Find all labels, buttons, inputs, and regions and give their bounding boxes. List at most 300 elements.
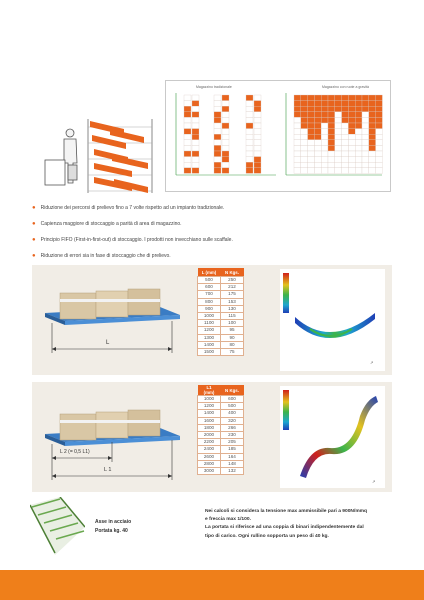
grid-cell bbox=[314, 129, 321, 135]
cell-length: 1300 bbox=[198, 334, 221, 341]
grid-cell bbox=[362, 129, 369, 135]
cell-length: 1800 bbox=[198, 424, 221, 431]
grid-cell bbox=[192, 134, 199, 140]
table-row bbox=[198, 417, 244, 424]
table-row bbox=[198, 439, 244, 446]
grid-cell bbox=[301, 145, 308, 151]
table-row bbox=[198, 410, 244, 417]
grid-cell bbox=[362, 106, 369, 112]
cell-length: 1100 bbox=[198, 320, 221, 327]
grid-cell bbox=[348, 123, 355, 129]
grid-cell bbox=[184, 134, 191, 140]
grid-cell bbox=[376, 145, 383, 151]
grid-cell bbox=[369, 129, 376, 135]
grid-cell bbox=[342, 95, 349, 101]
grid-cell bbox=[294, 151, 301, 157]
grid-cell bbox=[222, 129, 229, 135]
cell-load: 95 bbox=[221, 327, 244, 334]
grid-cell bbox=[328, 95, 335, 101]
grid-cell bbox=[254, 162, 261, 168]
cell-length: 1200 bbox=[198, 403, 221, 410]
grid-cell bbox=[376, 168, 383, 174]
grid-cell bbox=[314, 106, 321, 112]
grid-cell bbox=[369, 151, 376, 157]
grid-cell bbox=[222, 157, 229, 163]
grid-cell bbox=[335, 157, 342, 163]
calculation-note bbox=[205, 508, 400, 541]
dim-label-l2: L 2 (= 0,5 L1) bbox=[60, 449, 90, 455]
grid-cell bbox=[348, 112, 355, 118]
roller-caption-material: Asse in acciaio bbox=[95, 519, 132, 525]
grid-cell bbox=[301, 134, 308, 140]
grid-cell bbox=[294, 101, 301, 107]
grid-cell bbox=[308, 95, 315, 101]
grid-cell bbox=[246, 95, 253, 101]
grid-cell bbox=[214, 157, 221, 163]
grid-cell bbox=[301, 101, 308, 107]
grid-cell bbox=[184, 112, 191, 118]
shelving-rack bbox=[88, 119, 152, 193]
grid-cell bbox=[362, 168, 369, 174]
grid-cell bbox=[192, 145, 199, 151]
grid-cell bbox=[328, 101, 335, 107]
grid-cell bbox=[321, 101, 328, 107]
cell-load: 320 bbox=[221, 417, 244, 424]
dim-label-l1: L 1 bbox=[104, 467, 112, 473]
cell-load: 400 bbox=[221, 410, 244, 417]
grid-cell bbox=[254, 134, 261, 140]
grid-cell bbox=[222, 106, 229, 112]
grid-cell bbox=[301, 112, 308, 118]
load-table-1 bbox=[197, 268, 244, 356]
grid-cell bbox=[308, 157, 315, 163]
grid-cell bbox=[192, 140, 199, 146]
table-row bbox=[198, 396, 244, 403]
note-line: tipo di carico. Ogni rullino sopporta un peso di 40 kg. bbox=[205, 533, 329, 539]
svg-text:↗: ↗ bbox=[370, 360, 374, 365]
grid-cell bbox=[294, 106, 301, 112]
pallet-illustration-2 bbox=[40, 392, 190, 484]
grid-cell bbox=[369, 168, 376, 174]
grid-cell bbox=[214, 151, 221, 157]
grid-cell bbox=[328, 123, 335, 129]
grid-cell bbox=[308, 117, 315, 123]
grid-cell bbox=[246, 162, 253, 168]
grid-cell bbox=[369, 117, 376, 123]
grid-cell bbox=[348, 140, 355, 146]
grid-cell bbox=[321, 140, 328, 146]
table-row bbox=[198, 334, 244, 341]
grid-cell bbox=[254, 106, 261, 112]
grid-cell bbox=[321, 145, 328, 151]
cell-length: 1400 bbox=[198, 410, 221, 417]
grid-cell bbox=[321, 134, 328, 140]
grid-cell bbox=[321, 168, 328, 174]
grid-cell bbox=[214, 134, 221, 140]
grid-cell bbox=[376, 151, 383, 157]
grid-cell bbox=[314, 112, 321, 118]
grid-cell bbox=[376, 162, 383, 168]
grid-cell bbox=[214, 117, 221, 123]
cell-load: 148 bbox=[221, 460, 244, 467]
cell-length: 3000 bbox=[198, 467, 221, 474]
grid-cell bbox=[362, 112, 369, 118]
grid-cell bbox=[214, 129, 221, 135]
grid-cell bbox=[246, 123, 253, 129]
grid-cell bbox=[214, 145, 221, 151]
grid-cell bbox=[348, 117, 355, 123]
grid-cell bbox=[308, 151, 315, 157]
grid-cell bbox=[301, 151, 308, 157]
grid-cell bbox=[369, 95, 376, 101]
grid-cell bbox=[348, 168, 355, 174]
grid-cell bbox=[355, 157, 362, 163]
table-row bbox=[198, 341, 244, 348]
grid-cell bbox=[192, 112, 199, 118]
grid-cell bbox=[342, 117, 349, 123]
grid-cell bbox=[328, 129, 335, 135]
grid-cell bbox=[184, 162, 191, 168]
grid-cell bbox=[355, 145, 362, 151]
grid-cell bbox=[321, 95, 328, 101]
table1-header-length: L (mm) bbox=[198, 268, 221, 277]
grid-cell bbox=[335, 117, 342, 123]
cell-length: 500 bbox=[198, 277, 221, 284]
grid-cell bbox=[321, 106, 328, 112]
roller-caption bbox=[95, 518, 131, 536]
grid-cell bbox=[342, 134, 349, 140]
grid-cell bbox=[222, 95, 229, 101]
cell-load: 90 bbox=[221, 334, 244, 341]
table-row bbox=[198, 312, 244, 319]
grid-cell bbox=[314, 117, 321, 123]
grid-cell bbox=[254, 140, 261, 146]
roller-track-illustration bbox=[30, 497, 85, 555]
grid-cell bbox=[294, 157, 301, 163]
grid-cell bbox=[192, 101, 199, 107]
diagram-right-title: Magazzino con ruote a gravità bbox=[322, 85, 369, 89]
pallet-illustration-1 bbox=[40, 275, 190, 365]
grid-cell bbox=[348, 157, 355, 163]
dim-label-l: L bbox=[106, 340, 110, 346]
grid-cell bbox=[214, 101, 221, 107]
grid-cell bbox=[294, 117, 301, 123]
cell-load: 185 bbox=[221, 446, 244, 453]
grid-cell bbox=[376, 134, 383, 140]
grid-cell bbox=[254, 95, 261, 101]
cell-length: 2200 bbox=[198, 439, 221, 446]
table-row bbox=[198, 305, 244, 312]
grid-cell bbox=[355, 106, 362, 112]
grid-cell bbox=[301, 157, 308, 163]
grid-cell bbox=[328, 168, 335, 174]
grid-cell bbox=[355, 140, 362, 146]
grid-cell bbox=[246, 140, 253, 146]
grid-cell bbox=[362, 162, 369, 168]
grid-cell bbox=[294, 95, 301, 101]
grid-cell bbox=[246, 112, 253, 118]
grid-cell bbox=[342, 162, 349, 168]
roller-caption-capacity: Portata kg. 40 bbox=[95, 528, 128, 534]
grid-cell bbox=[348, 151, 355, 157]
grid-cell bbox=[314, 95, 321, 101]
grid-cell bbox=[301, 106, 308, 112]
grid-cell bbox=[294, 134, 301, 140]
grid-cell bbox=[254, 129, 261, 135]
grid-cell bbox=[376, 117, 383, 123]
grid-cell bbox=[301, 95, 308, 101]
grid-cell bbox=[335, 140, 342, 146]
grid-cell bbox=[294, 129, 301, 135]
grid-cell bbox=[222, 168, 229, 174]
grid-cell bbox=[246, 134, 253, 140]
table-row bbox=[198, 320, 244, 327]
grid-cell bbox=[348, 129, 355, 135]
grid-cell bbox=[335, 95, 342, 101]
cell-length: 800 bbox=[198, 298, 221, 305]
grid-cell bbox=[222, 112, 229, 118]
cell-load: 250 bbox=[221, 277, 244, 284]
grid-cell bbox=[246, 129, 253, 135]
cell-load: 500 bbox=[221, 403, 244, 410]
table-row bbox=[198, 327, 244, 334]
cell-load: 230 bbox=[221, 431, 244, 438]
grid-cell bbox=[246, 145, 253, 151]
grid-cell bbox=[184, 106, 191, 112]
grid-cell bbox=[246, 151, 253, 157]
worker-figure bbox=[64, 129, 77, 183]
grid-cell bbox=[369, 162, 376, 168]
grid-cell bbox=[376, 157, 383, 163]
grid-cell bbox=[355, 151, 362, 157]
cell-length: 700 bbox=[198, 291, 221, 298]
grid-cell bbox=[294, 140, 301, 146]
grid-cell bbox=[214, 123, 221, 129]
cell-load: 175 bbox=[221, 291, 244, 298]
grid-cell bbox=[294, 112, 301, 118]
table-row bbox=[198, 403, 244, 410]
grid-cell bbox=[222, 145, 229, 151]
grid-cell bbox=[314, 151, 321, 157]
grid-cell bbox=[246, 106, 253, 112]
grid-cell bbox=[328, 145, 335, 151]
cell-length: 1500 bbox=[198, 348, 221, 355]
grid-cell bbox=[214, 162, 221, 168]
cell-length: 1600 bbox=[198, 417, 221, 424]
table-row bbox=[198, 291, 244, 298]
grid-cell bbox=[362, 95, 369, 101]
grid-cell bbox=[308, 140, 315, 146]
grid-cell bbox=[321, 162, 328, 168]
cell-load: 164 bbox=[221, 453, 244, 460]
bullet-dot-icon: ● bbox=[32, 221, 36, 227]
grid-cell bbox=[184, 101, 191, 107]
grid-cell bbox=[342, 140, 349, 146]
grid-cell bbox=[369, 145, 376, 151]
grid-cell bbox=[348, 95, 355, 101]
grid-cell bbox=[369, 106, 376, 112]
fem-simulation-image-2 bbox=[280, 386, 385, 488]
grid-cell bbox=[342, 112, 349, 118]
table-row bbox=[198, 431, 244, 438]
grid-cell bbox=[308, 134, 315, 140]
grid-cell bbox=[362, 140, 369, 146]
grid-cell bbox=[308, 168, 315, 174]
cell-length: 2000 bbox=[198, 431, 221, 438]
table-row bbox=[198, 277, 244, 284]
grid-cell bbox=[321, 129, 328, 135]
grid-cell bbox=[362, 134, 369, 140]
cell-length: 1400 bbox=[198, 341, 221, 348]
grid-cell bbox=[192, 162, 199, 168]
grid-cell bbox=[184, 123, 191, 129]
grid-cell bbox=[342, 123, 349, 129]
grid-cell bbox=[184, 129, 191, 135]
diagram-left-title: Magazzino tradizionale bbox=[196, 85, 232, 89]
bullet-item: ● Riduzione dei percorsi di prelievo fino a 7 volte rispetto ad un impianto tradizionale. bbox=[32, 200, 402, 216]
grid-cell bbox=[335, 134, 342, 140]
cell-length: 600 bbox=[198, 284, 221, 291]
grid-cell bbox=[355, 168, 362, 174]
grid-cell bbox=[214, 106, 221, 112]
grid-cell bbox=[342, 145, 349, 151]
bullet-dot-icon: ● bbox=[32, 237, 36, 243]
cell-load: 115 bbox=[221, 312, 244, 319]
grid-cell bbox=[308, 145, 315, 151]
grid-cell bbox=[369, 157, 376, 163]
grid-cell bbox=[328, 157, 335, 163]
grid-cell bbox=[328, 106, 335, 112]
grid-cell bbox=[355, 129, 362, 135]
grid-cell bbox=[376, 112, 383, 118]
grid-cell bbox=[348, 145, 355, 151]
table-row bbox=[198, 453, 244, 460]
table2-header-length: L1 (mm) bbox=[198, 385, 221, 396]
grid-cell bbox=[254, 145, 261, 151]
grid-cell bbox=[314, 101, 321, 107]
box bbox=[45, 160, 65, 185]
cell-load: 153 bbox=[221, 298, 244, 305]
table-row bbox=[198, 446, 244, 453]
grid-cell bbox=[376, 101, 383, 107]
grid-cell bbox=[335, 112, 342, 118]
table-row bbox=[198, 348, 244, 355]
grid-cell bbox=[254, 123, 261, 129]
grid-cell bbox=[301, 117, 308, 123]
grid-cell bbox=[308, 123, 315, 129]
grid-cell bbox=[314, 140, 321, 146]
grid-cell bbox=[376, 123, 383, 129]
grid-cell bbox=[308, 162, 315, 168]
bullet-item: ● Capienza maggiore di stoccaggio a parità di area di magazzino. bbox=[32, 216, 402, 232]
grid-cell bbox=[376, 129, 383, 135]
grid-cell bbox=[348, 106, 355, 112]
grid-cell bbox=[348, 162, 355, 168]
grid-cell bbox=[362, 117, 369, 123]
grid-cell bbox=[362, 151, 369, 157]
cell-length: 900 bbox=[198, 305, 221, 312]
grid-cell bbox=[376, 106, 383, 112]
grid-cell bbox=[342, 151, 349, 157]
grid-cell bbox=[246, 117, 253, 123]
grid-cell bbox=[192, 95, 199, 101]
note-line: e freccia max 1/100. bbox=[205, 517, 251, 523]
grid-cell bbox=[376, 140, 383, 146]
grid-cell bbox=[254, 157, 261, 163]
table-row bbox=[198, 460, 244, 467]
grid-cell bbox=[328, 151, 335, 157]
grid-cell bbox=[246, 157, 253, 163]
grid-cell bbox=[321, 123, 328, 129]
grid-cell bbox=[362, 123, 369, 129]
grid-cell bbox=[254, 117, 261, 123]
load-table-2 bbox=[197, 385, 244, 475]
cell-length: 1200 bbox=[198, 327, 221, 334]
grid-cell bbox=[214, 95, 221, 101]
grid-cell bbox=[321, 151, 328, 157]
orange-footer-band bbox=[0, 570, 424, 600]
grid-cell bbox=[335, 129, 342, 135]
grid-cell bbox=[369, 101, 376, 107]
grid-cell bbox=[192, 151, 199, 157]
grid-cell bbox=[369, 123, 376, 129]
grid-cell bbox=[294, 145, 301, 151]
grid-cell bbox=[214, 168, 221, 174]
cell-load: 130 bbox=[221, 305, 244, 312]
grid-cell bbox=[192, 117, 199, 123]
grid-cell bbox=[214, 112, 221, 118]
grid-cell bbox=[376, 95, 383, 101]
cell-length: 2400 bbox=[198, 446, 221, 453]
grid-cell bbox=[184, 168, 191, 174]
grid-cell bbox=[355, 117, 362, 123]
warehouse-grid-svg bbox=[166, 81, 390, 191]
grid-cell bbox=[246, 101, 253, 107]
grid-cell bbox=[369, 112, 376, 118]
grid-cell bbox=[369, 140, 376, 146]
note-line: La portata si riferisce ad una coppia di binari indipendentemente dal bbox=[205, 525, 364, 531]
grid-cell bbox=[355, 123, 362, 129]
grid-cell bbox=[342, 101, 349, 107]
grid-cell bbox=[314, 162, 321, 168]
table-row bbox=[198, 467, 244, 474]
bullet-item: ● Principio FIFO (First-in-first-out) di stoccaggio. I prodotti non invecchiano sulle scaffale. bbox=[32, 232, 402, 248]
grid-cell bbox=[308, 112, 315, 118]
grid-cell bbox=[355, 162, 362, 168]
table1-header-load: N Kgs. bbox=[221, 268, 244, 277]
grid-cell bbox=[314, 145, 321, 151]
grid-cell bbox=[342, 157, 349, 163]
grid-cell bbox=[328, 134, 335, 140]
bullet-dot-icon: ● bbox=[32, 253, 36, 259]
table-row bbox=[198, 298, 244, 305]
table2-header-load: N Kgs. bbox=[221, 385, 244, 396]
grid-cell bbox=[369, 134, 376, 140]
grid-cell bbox=[335, 106, 342, 112]
grid-cell bbox=[321, 112, 328, 118]
cell-length: 1000 bbox=[198, 312, 221, 319]
grid-cell bbox=[192, 157, 199, 163]
cell-load: 75 bbox=[221, 348, 244, 355]
grid-cell bbox=[184, 140, 191, 146]
table-row bbox=[198, 424, 244, 431]
grid-cell bbox=[355, 112, 362, 118]
cell-load: 100 bbox=[221, 320, 244, 327]
grid-cell bbox=[362, 101, 369, 107]
grid-cell bbox=[254, 112, 261, 118]
grid-cell bbox=[192, 129, 199, 135]
grid-cell bbox=[301, 140, 308, 146]
